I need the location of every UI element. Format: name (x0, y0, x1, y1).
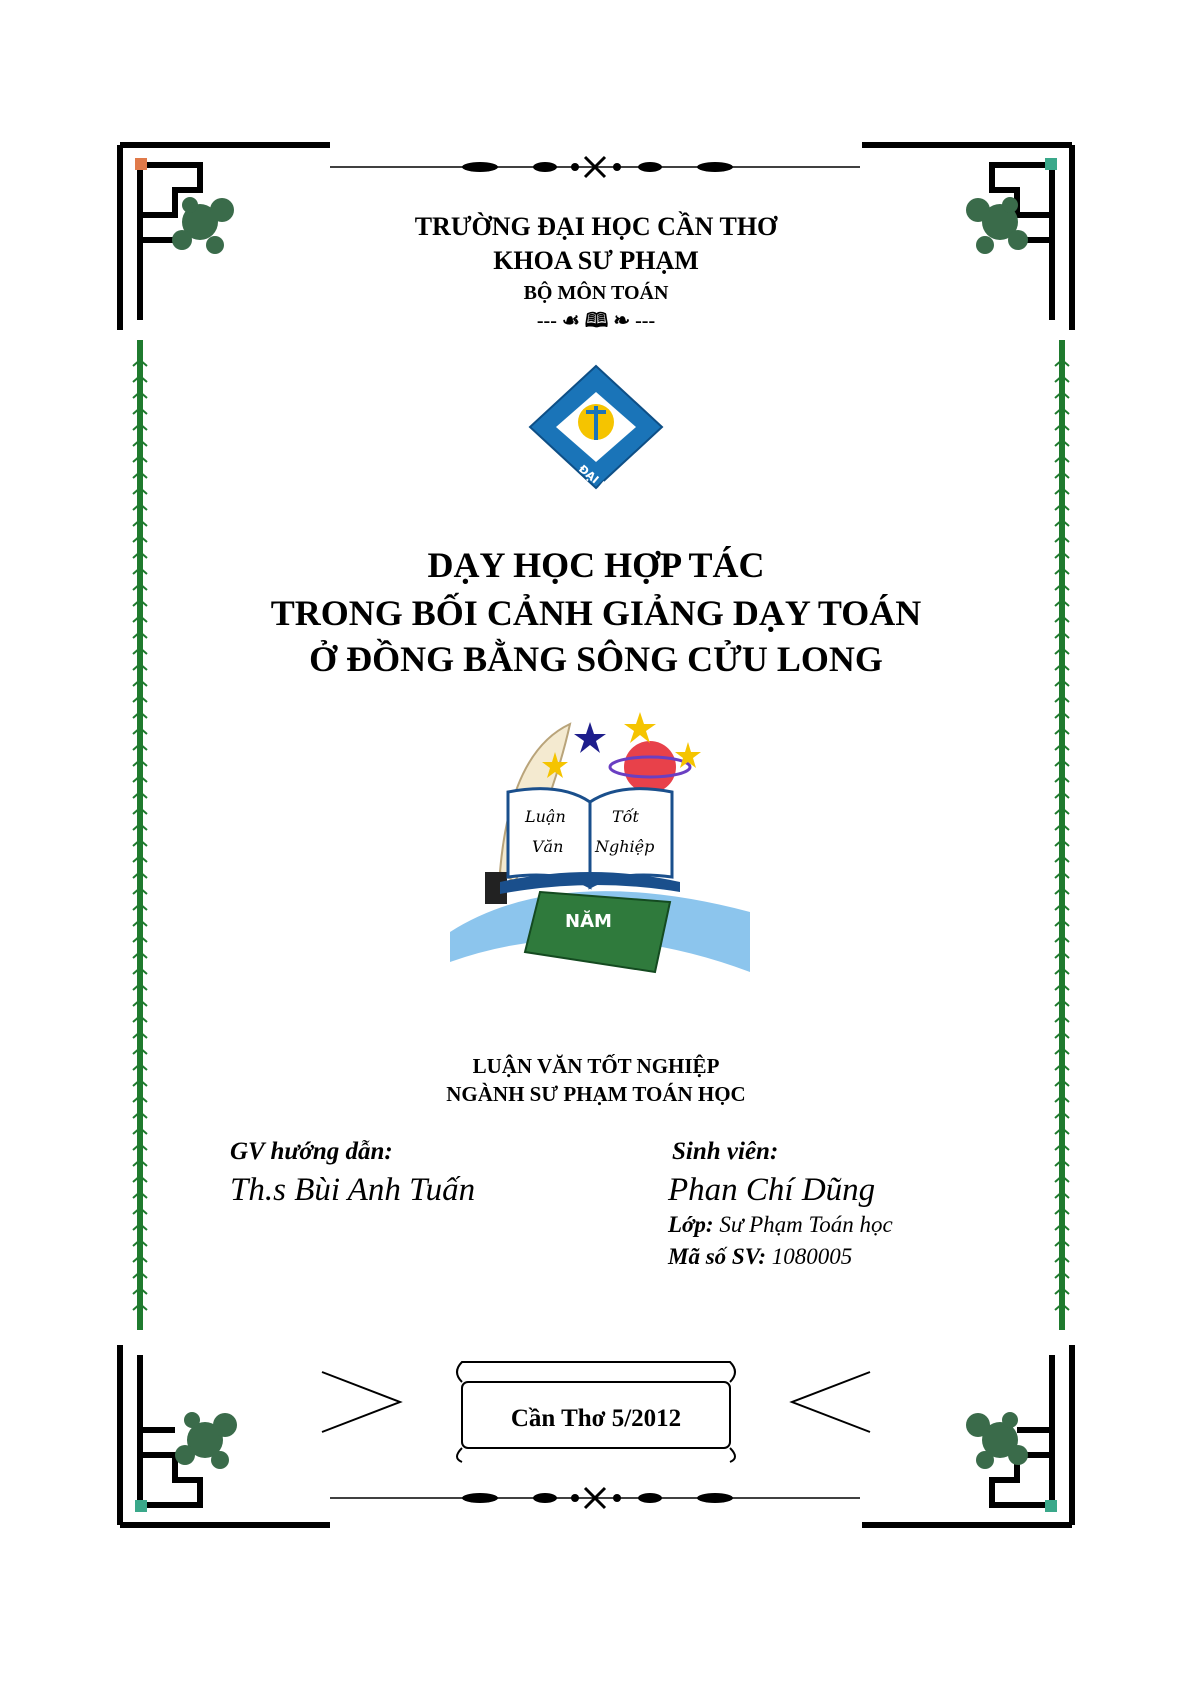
thesis-title-line-2: TRONG BỐI CẢNH GIẢNG DẠY TOÁN (270, 593, 922, 633)
logo-ring-text: ĐẠI HỌC CẦN THƠ (576, 462, 671, 545)
student-class (668, 1212, 893, 1238)
thesis-type-line-2: NGÀNH SƯ PHẠM TOÁN HỌC (446, 1082, 746, 1106)
page-right-line-2: Nghiệp (595, 837, 655, 856)
student-class-label: Lớp: (668, 1212, 714, 1237)
department-name: BỘ MÔN TOÁN (523, 282, 669, 304)
faculty-name: KHOA SƯ PHẠM (493, 246, 699, 275)
advisor-label: GV hướng dẫn: (230, 1138, 393, 1165)
student-name: Phan Chí Dũng (668, 1172, 876, 1208)
page-left-line-2: Văn (532, 837, 564, 856)
university-logo (526, 362, 671, 545)
thesis-title-line-1: DẠY HỌC HỢP TÁC (427, 545, 765, 585)
student-id (668, 1244, 852, 1270)
graduation-book-illustration (440, 712, 760, 1002)
student-id-label: Mã số SV: (668, 1244, 766, 1269)
advisor-name: Th.s Bùi Anh Tuấn (230, 1172, 476, 1208)
student-id-value: 1080005 (771, 1244, 853, 1269)
student-label: Sinh viên: (672, 1138, 779, 1165)
header-ornament: --- ☙ 🕮 ❧ --- (536, 310, 656, 332)
footer-date: Cần Thơ 5/2012 (510, 1405, 682, 1432)
page-right-line-1: Tốt (612, 807, 639, 826)
university-name: TRƯỜNG ĐẠI HỌC CẦN THƠ (414, 212, 778, 241)
thesis-title-line-3: Ở ĐỒNG BẰNG SÔNG CỬU LONG (309, 639, 883, 679)
corner-bottom-right-icon (862, 1345, 1072, 1525)
page-left-line-1: Luận (525, 807, 566, 826)
book-spine-text: NĂM (565, 911, 612, 932)
thesis-type-line-1: LUẬN VĂN TỐT NGHIỆP (472, 1054, 720, 1078)
student-class-value: Sư Phạm Toán học (719, 1212, 893, 1237)
